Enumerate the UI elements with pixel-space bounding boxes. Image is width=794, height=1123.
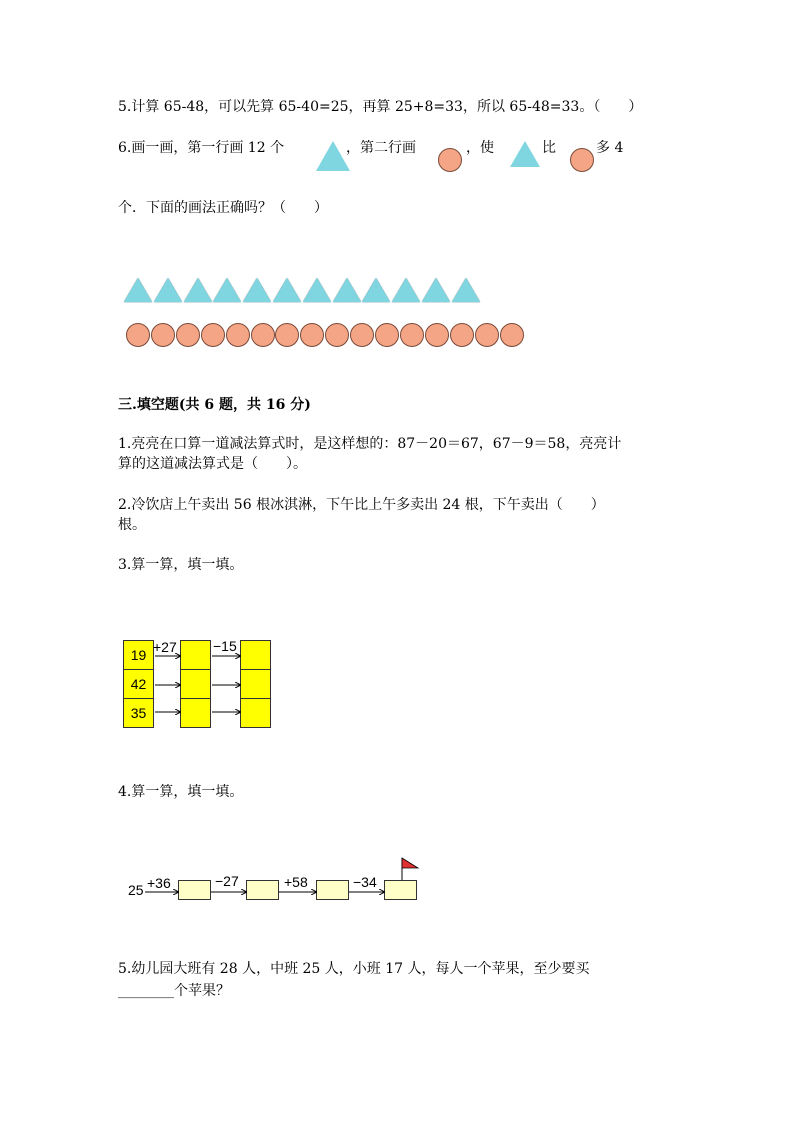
fill-q5-line1: 5.幼儿园大班有 28 人，中班 25 人，小班 17 人，每人一个苹果，至少要买 — [118, 961, 590, 977]
q4-op-4: −34 — [353, 874, 377, 890]
fill-q1-line2: 算的这道减法算式是（ ）。 — [118, 456, 307, 472]
judge-q6-part2: ，第二行画 — [346, 140, 416, 156]
fill-q2-line2: 根。 — [118, 517, 146, 533]
fill-q1-line1: 1.亮亮在口算一道减法算式时，是这样想的：87－20＝67，67－9＝58，亮亮计 — [118, 436, 622, 452]
q3-input-box: 19 — [123, 640, 154, 670]
fill-section-title: 三.填空题(共 6 题，共 16 分) — [118, 397, 311, 413]
q4-start-number: 25 — [128, 882, 144, 898]
fill-q4-text: 4.算一算，填一填。 — [118, 784, 244, 800]
q3-op-subtract: −15 — [213, 638, 237, 654]
flag-icon — [402, 858, 418, 868]
fill-q2-line1: 2.冷饮店上午卖出 56 根冰淇淋，下午比上午多卖出 24 根，下午卖出（ ） — [118, 497, 605, 513]
q3-op-add: +27 — [153, 639, 177, 655]
q3-input-box: 42 — [123, 669, 154, 699]
q3-input-box: 35 — [123, 698, 154, 728]
judge-q5-text: 5.计算 65-48，可以先算 65-40=25，再算 25+8=33，所以 65-48=33。（ ） — [118, 99, 643, 115]
judge-q6-part3: ，使 — [466, 140, 494, 156]
judge-q6-part1: 6.画一画，第一行画 12 个 — [118, 140, 285, 156]
q4-op-1: +36 — [147, 875, 171, 891]
judge-q6-part5: 多 4 — [596, 140, 624, 156]
fill-q3-text: 3.算一算，填一填。 — [118, 557, 244, 573]
q4-op-2: −27 — [215, 873, 239, 889]
fill-q5-line2: ________个苹果？ — [118, 983, 230, 999]
q4-op-3: +58 — [284, 874, 308, 890]
judge-q6-line2: 个．下面的画法正确吗？（ ） — [118, 200, 328, 216]
judge-q6-part4: 比 — [542, 140, 556, 156]
